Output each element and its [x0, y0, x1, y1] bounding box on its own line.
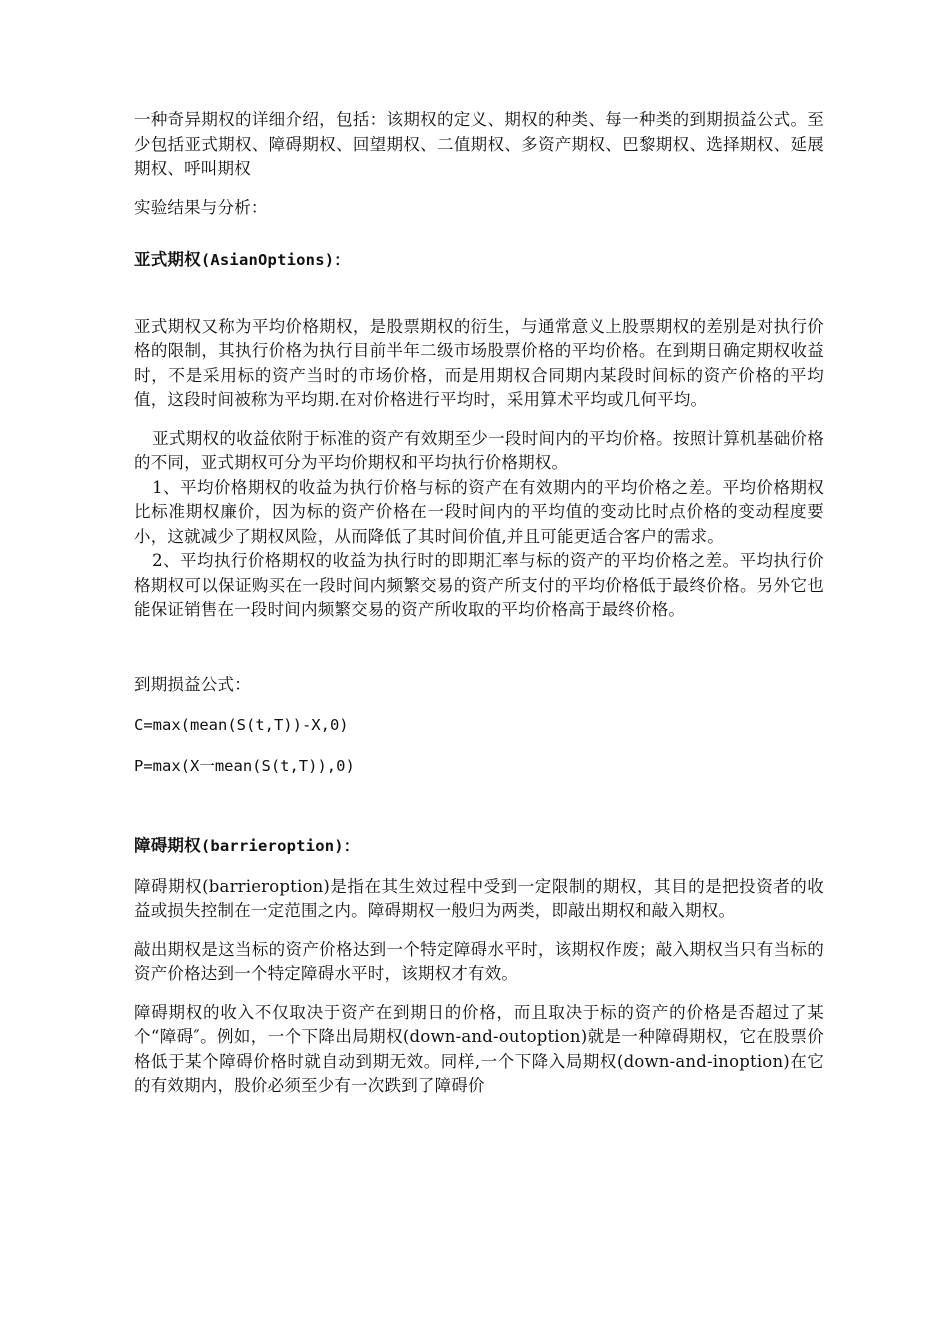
asian-paragraph-1: 亚式期权又称为平均价格期权，是股票期权的衍生，与通常意义上股票期权的差别是对执行价格的限制，其执行价格为执行目前半年二级市场股票价格的平均价格。在到期日确定期权收益时，不是采用标的资产当时的市场价格，而是用期权合同期内某段时间标的资产价格的平均值，这段时间被称为平均期.在对价格进行平均时，采用算术平均或几何平均。 [134, 316, 824, 409]
asian-paragraph-2: 亚式期权的收益依附于标准的资产有效期至少一段时间内的平均价格。按照计算机基础价格的不同，亚式期权可分为平均价期权和平均执行价格期权。 [134, 428, 824, 472]
barrier-heading-en: (barrieroption)： [200, 837, 360, 855]
document-page [134, 108, 824, 1099]
formula-call: C=max(mean(S(t,T))-X,0) [134, 716, 349, 734]
task-description: 一种奇异期权的详细介绍，包括：该期权的定义、期权的种类、每一种类的到期损益公式。至少包括亚式期权、障碍期权、回望期权、二值期权、多资产期权、巴黎期权、选择期权、延展期权、呼叫期权 [134, 110, 824, 178]
asian-heading-en: (AsianOptions)： [200, 251, 350, 269]
results-label: 实验结果与分析： [134, 197, 268, 217]
asian-item-1: 1、平均价格期权的收益为执行价格与标的资产在有效期内的平均价格之差。平均价格期权比标准期权廉价，因为标的资产价格在一段时间内的平均值的变动比时点价格的变动程度要小，这就减少了期权风险，从而降低了其时间价值,并且可能更适合客户的需求。 [134, 477, 824, 546]
formula-label: 到期损益公式： [134, 674, 251, 694]
asian-heading-cn: 亚式期权 [134, 250, 201, 269]
barrier-paragraph-2: 敲出期权是这当标的资产价格达到一个特定障碍水平时，该期权作废；敲入期权当只有当标的资产价格达到一个特定障碍水平时，该期权才有效。 [134, 939, 824, 983]
asian-item-2: 2、平均执行价格期权的收益为执行时的即期汇率与标的资产的平均价格之差。平均执行价格期权可以保证购买在一段时间内频繁交易的资产所支付的平均价格低于最终价格。另外它也能保证销售在一段时间内频繁交易的资产所收取的平均价格高于最终价格。 [134, 551, 824, 619]
barrier-paragraph-1: 障碍期权(barrieroption)是指在其生效过程中受到一定限制的期权，其目的是把投资者的收益或损失控制在一定范围之内。障碍期权一般归为两类，即敲出期权和敲入期权。 [134, 876, 824, 920]
barrier-heading-cn: 障碍期权 [134, 836, 201, 855]
formula-put: P=max(X一mean(S(t,T)),0) [134, 756, 355, 775]
asian-heading [134, 248, 824, 273]
barrier-heading [134, 834, 824, 859]
barrier-paragraph-3: 障碍期权的收入不仅取决于资产在到期日的价格，而且取决于标的资产的价格是否超过了某个“障碍″。例如，一个下降出局期权(down-and-outoption)就是一种障碍期权，它在股票价格低于某个障碍价格时就自动到期无效。同样,一个下降入局期权(down-and-inoption)在它的有效期内，股价必须至少有一次跌到了障碍价 [134, 1002, 824, 1095]
